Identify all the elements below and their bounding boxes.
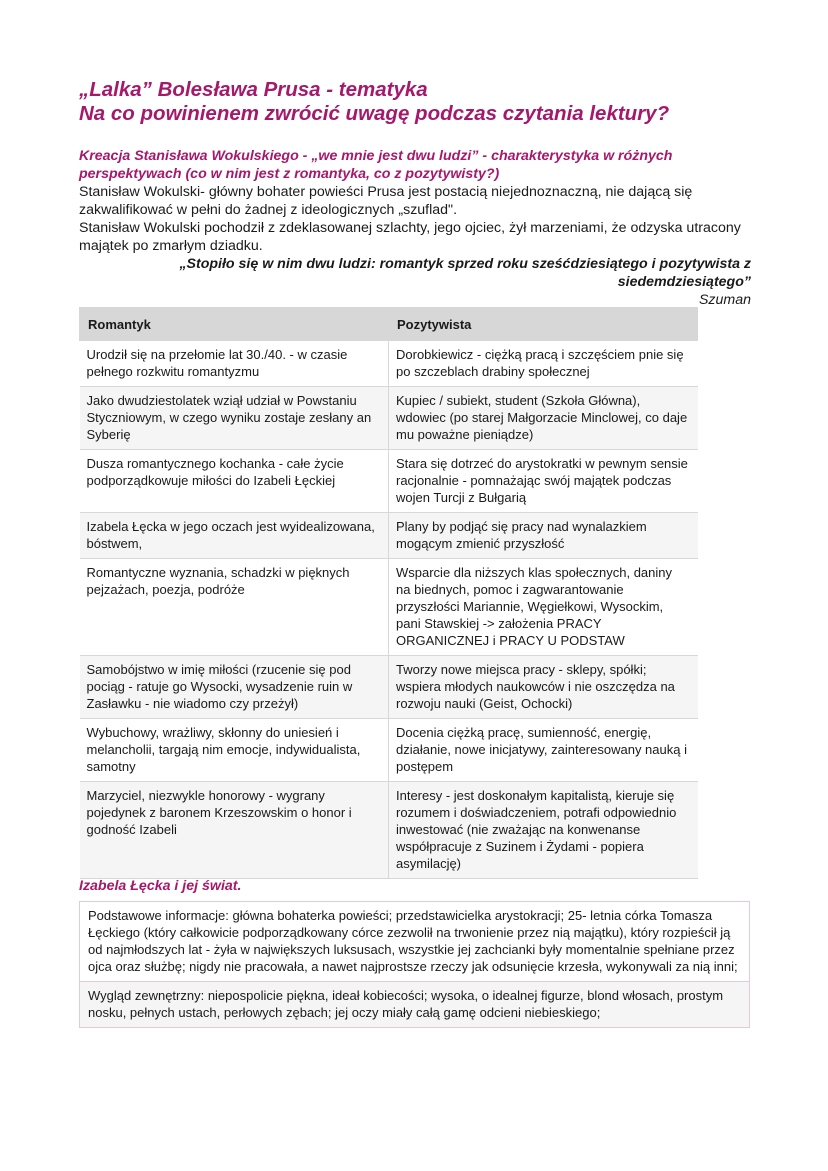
cell-pozytywista: Stara się dotrzeć do arystokratki w pewnym sensie racjonalnie - pomnażając swój majątek podczas wojen Turcji z Bułgarią	[389, 450, 698, 513]
cell-pozytywista: Tworzy nowe miejsca pracy - sklepy, spółki; wspiera młodych naukowców i nie oszczędza na rozwoju nauki (Geist, Ochocki)	[389, 656, 698, 719]
cell-romantyk: Izabela Łęcka w jego oczach jest wyidealizowana, bóstwem,	[80, 513, 389, 559]
cell-romantyk: Samobójstwo w imię miłości (rzucenie się pod pociąg - ratuje go Wysocki, wysadzenie ruin w Zasławku - nie wiadomo czy przeżył)	[80, 656, 389, 719]
info-row-basic: Podstawowe informacje: główna bohaterka powieści; przedstawicielka arystokracji; 25- letnia córka Tomasza Łęckiego (który całkowicie podporządkowany córce zezwolił na trwonienie przez nią majątku), który rozpieścił ją od najmłodszych lat - żyła w największych luksusach, wszystkie jej zachcianki były momentalnie spełniane przez ojca oraz służbę; nigdy nie pracowała, a nawet najprostsze rzeczy jak odsunięcie krzesła, wykonywali za nią inni;	[88, 908, 738, 974]
cell-pozytywista: Plany by podjąć się pracy nad wynalazkiem mogącym zmienić przyszłość	[389, 513, 698, 559]
comparison-table	[79, 307, 698, 879]
cell-romantyk: Romantyczne wyznania, schadzki w pięknych pejzażach, poezja, podróże	[80, 559, 389, 656]
cell-romantyk: Urodził się na przełomie lat 30./40. - w czasie pełnego rozkwitu romantyzmu	[80, 341, 389, 387]
page-title-line2: Na co powinienem zwrócić uwagę podczas czytania lektury?	[79, 102, 670, 125]
table-row	[80, 513, 698, 559]
section1	[79, 147, 751, 309]
table-row	[80, 450, 698, 513]
cell-pozytywista: Wsparcie dla niższych klas społecznych, daniny na biednych, pomoc i zagwarantowanie przyszłości Mariannie, Węgiełkowi, Wysockim, pani Stawskiej -> założenia PRACY ORGANICZNEJ i PRACY U PODSTAW	[389, 559, 698, 656]
document-page	[79, 78, 751, 1020]
table-row	[80, 559, 698, 656]
cell-romantyk: Jako dwudziestolatek wziął udział w Powstaniu Styczniowym, w czego wyniku zostaje zesłany an Syberię	[80, 387, 389, 450]
table-header-row	[80, 308, 698, 341]
quote: „Stopiło się w nim dwu ludzi: romantyk sprzed roku sześćdziesiątego i pozytywista z siedemdziesiątego”	[179, 256, 751, 290]
cell-pozytywista: Kupiec / subiekt, student (Szkoła Główna), wdowiec (po starej Małgorzacie Minclowej, co daje mu poważne pieniądze)	[389, 387, 698, 450]
cell-pozytywista: Interesy - jest doskonałym kapitalistą, kieruje się rozumem i doświadczeniem, potrafi odpowiednio inwestować (nie zważając na konwenanse współpracuje z Suzinem i Żydami - popiera asymilację)	[389, 782, 698, 879]
quote-author: Szuman	[698, 292, 751, 308]
section1-paragraph1: Stanisław Wokulski- główny bohater powieści Prusa jest postacią niejednoznaczną, nie dającą się zakwalifikować w pełni do żadnej z ideologicznych „szuflad".	[79, 184, 693, 218]
header-romantyk: Romantyk	[80, 308, 389, 341]
table-row	[80, 656, 698, 719]
section1-paragraph2: Stanisław Wokulski pochodził z zdeklasowanej szlachty, jego ojciec, żył marzeniami, że odzyska utracony majątek po zmarłym dziadku.	[79, 220, 741, 254]
header-pozytywista: Pozytywista	[389, 308, 698, 341]
cell-romantyk: Marzyciel, niezwykle honorowy - wygrany pojedynek z baronem Krzeszowskim o honor i godność Izabeli	[80, 782, 389, 879]
info-row-appearance: Wygląd zewnętrzny: niepospolicie piękna, ideał kobiecości; wysoka, o idealnej figurze, blond włosach, prostym nosku, pełnych ustach, perłowych zębach; jej oczy miały całą gamę odcieni niebieskiego;	[80, 981, 749, 1027]
section2-heading: Izabela Łęcka i jej świat.	[79, 878, 242, 894]
izabela-info-box	[79, 901, 750, 1028]
cell-romantyk: Wybuchowy, wrażliwy, skłonny do uniesień i melancholii, targają nim emocje, indywidualista, samotny	[80, 719, 389, 782]
section1-heading: Kreacja Stanisława Wokulskiego - „we mnie jest dwu ludzi” - charakterystyka w różnych perspektywach (co w nim jest z romantyka, co z pozytywisty?)	[79, 148, 673, 182]
cell-pozytywista: Docenia ciężką pracę, sumienność, energię, działanie, nowe inicjatywy, zainteresowany nauką i postępem	[389, 719, 698, 782]
table-row	[80, 782, 698, 879]
table-row	[80, 341, 698, 387]
cell-pozytywista: Dorobkiewicz - ciężką pracą i szczęściem pnie się po szczeblach drabiny społecznej	[389, 341, 698, 387]
table-row	[80, 719, 698, 782]
table-row	[80, 387, 698, 450]
page-title-line1: „Lalka” Bolesława Prusa - tematyka	[79, 78, 428, 101]
cell-romantyk: Dusza romantycznego kochanka - całe życie podporządkowuje miłości do Izabeli Łęckiej	[80, 450, 389, 513]
